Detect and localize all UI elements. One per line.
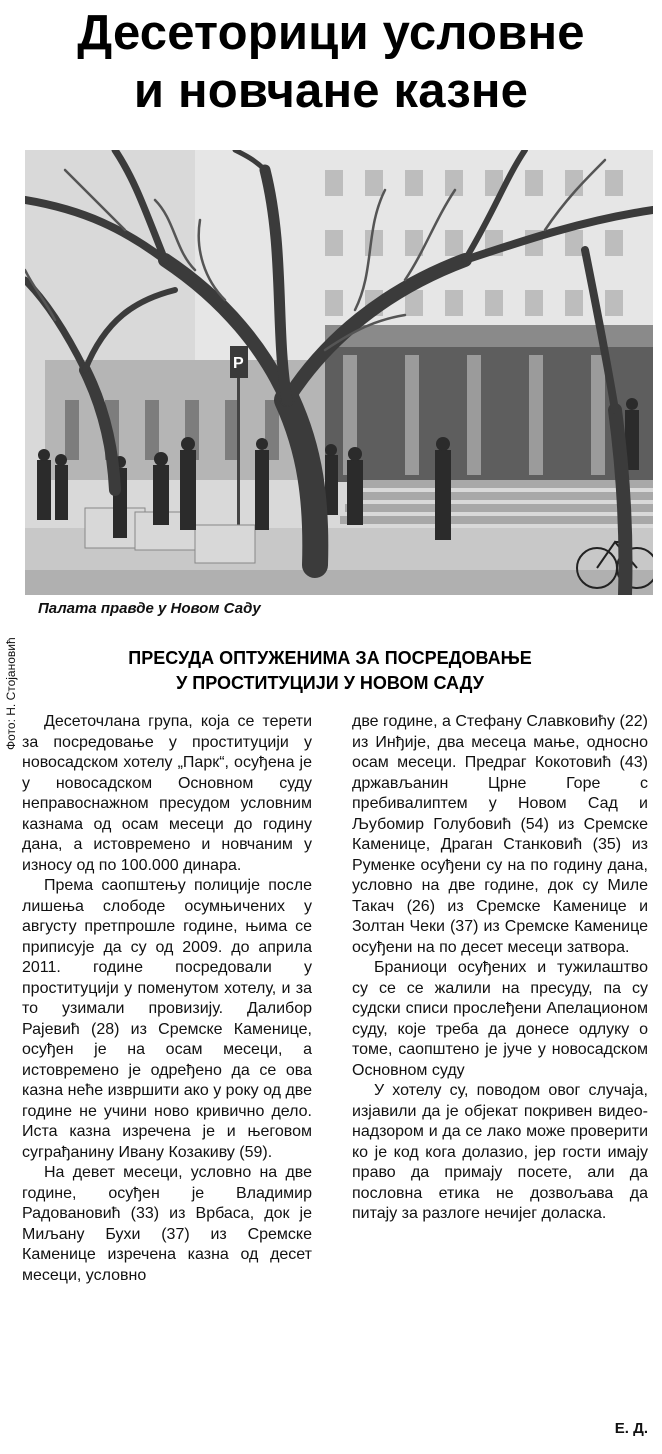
article-column-right xyxy=(352,712,648,1225)
photo-credit: Фото: Н. Стојановић xyxy=(4,637,18,750)
subheadline xyxy=(40,646,620,696)
author-signature: Е. Д. xyxy=(614,1420,648,1437)
headline-line-1: Десеторици условне xyxy=(77,6,585,60)
article-paragraph-2: Према саопштењу полиције после лишења слободе осумњичених у августу претпрошле године, њима се приписује да су од 2009. до априла 2011. године посредовали у проституцији у поменутом хотелу, и за то узимали провизију. Далибор Рајевић (28) из Сремске Каменице, осуђен је на осам месеци, а истовремено је одређено да се ова казна неће извршити ако у року од две године не учини ново кривично дело. Иста казна изречена је и његовом суграђанину Ивану Козакиву (59). xyxy=(22,877,312,1161)
subheadline-line-1: ПРЕСУДА ОПТУЖЕНИМА ЗА ПОСРЕДОВАЊЕ xyxy=(128,648,532,668)
headline-line-2: и новчане казне xyxy=(133,64,529,118)
article-paragraph-5: У хотелу су, поводом овог случаја, изјавили да је објекат покривен видео-надзором и да се лако може проверити ко је код кога долазио, јер гости имају право да примају посете, али да пословна етика не дозвољава да питају за разлоге нечијег доласка. xyxy=(352,1082,648,1222)
article-paragraph-1: Десеточлана група, која се терети за посредовање у проституцији у новосадском хотелу „Парк“, осуђена је у новосадском Основном суду неправоснажном пресудом условним казнама од осам месеци до годину дана, а истовремено и новчаним у износу од по 100.000 динара. xyxy=(22,713,312,874)
article-paragraph-3-end: две године, а Стефану Славковићу (22) из Инђије, два месеца мање, односно осам месеци. Предраг Кокотовић (43) држављанин Црне Горе с пребивалиптем у Новом Сад и Љубомир Голубовић (54) из Сремске Каменице, Драган Станковић (35) из Руменке осуђени су на по годину дана, условно на две године, док су Миле Такач (26) из Сремске Каменице и Золтан Чеки (37) из Сремске Каменице осуђени на по десет месеци затвора. xyxy=(352,713,648,956)
article-paragraph-4: Браниоци осуђених и тужилаштво су се се жалили на пресуду, па су судски списи прослеђени Апелационом суду, које треба да донесе одлуку о томе, саопштено је јуче у новосадском Основном суду xyxy=(352,959,648,1079)
subheadline-line-2: У ПРОСТИТУЦИЈИ У НОВОМ САДУ xyxy=(176,673,484,693)
article-photo xyxy=(25,150,653,595)
parking-sign: P xyxy=(233,355,244,372)
article-column-left xyxy=(22,712,312,1286)
article-paragraph-3-start: На девет месеци, условно на две године, осуђен је Владимир Радовановић (33) из Врбаса, док је Миљану Бухи (37) из Сремске Каменице изречена казна од десет месеци, условно xyxy=(22,1164,312,1284)
headline xyxy=(10,4,652,120)
photo-caption: Палата правде у Новом Саду xyxy=(38,600,261,617)
